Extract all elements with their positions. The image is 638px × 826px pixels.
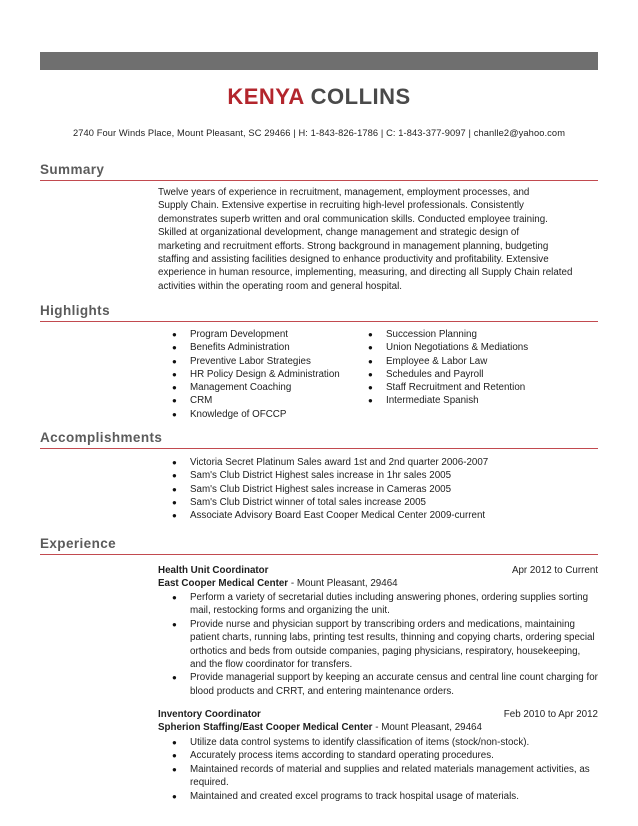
job-header: [158, 708, 598, 735]
list-item: ● Staff Recruitment and Retention: [368, 381, 528, 394]
list-item: ● Preventive Labor Strategies: [172, 355, 340, 368]
accomplishments-list: [172, 456, 488, 522]
list-item: ● Management Coaching: [172, 381, 340, 394]
summary-text: [158, 186, 603, 293]
list-item: ● Program Development: [172, 328, 340, 341]
list-item: ● Sam's Club District Highest sales increase in Cameras 2005: [172, 483, 488, 496]
list-item: ● Union Negotiations & Mediations: [368, 341, 528, 354]
job-location: - Mount Pleasant, 29464: [372, 722, 482, 734]
highlights-heading: Highlights: [40, 303, 110, 318]
list-item: ● Succession Planning: [368, 328, 528, 341]
last-name: COLLINS: [310, 84, 411, 109]
list-item: ● Provide nurse and physician support by transcribing orders and medications, maintaining patient charts, running labs, printing test results, thinning and copying charts, ordering special orthotics and beds from outside companies, paging physicians, respiratory, housekeeping, and the flow coordinator for transfers.: [172, 618, 598, 672]
list-item: ● Knowledge of OFCCP: [172, 408, 340, 421]
summary-line: demonstrates superb written and oral communication skills. Conducted employee training.: [158, 213, 548, 225]
job-employer: East Cooper Medical Center: [158, 578, 289, 590]
summary-rule: [40, 180, 598, 181]
job-title: Inventory Coordinator: [158, 709, 261, 720]
list-item: ● Perform a variety of secretarial duties including answering phones, ordering supplies sorting mail, restocking forms and organizing the unit.: [172, 591, 598, 618]
job-employer: Spherion Staffing/East Cooper Medical Center: [158, 722, 373, 734]
list-item: ● HR Policy Design & Administration: [172, 368, 340, 381]
candidate-name: [0, 84, 638, 110]
list-item: ● CRM: [172, 394, 340, 407]
first-name: KENYA: [227, 84, 304, 109]
job-duties-list: [172, 736, 598, 803]
list-item: ● Sam's Club District Highest sales increase in 1hr sales 2005: [172, 469, 488, 482]
summary-line: marketing and recruitment efforts. Strong background in management planning, budgeting: [158, 240, 549, 252]
job-header: [158, 564, 598, 591]
job-location: - Mount Pleasant, 29464: [288, 578, 398, 590]
job-dates: Apr 2012 to Current: [511, 565, 598, 576]
list-item: ● Accurately process items according to standard operating procedures.: [172, 749, 598, 762]
list-item: ● Sam's Club District winner of total sales increase 2005: [172, 496, 488, 509]
accomplishments-heading: Accomplishments: [40, 430, 163, 445]
list-item: ● Victoria Secret Platinum Sales award 1st and 2nd quarter 2006-2007: [172, 456, 488, 469]
summary-line: Twelve years of experience in recruitment, management, employment processes, and: [158, 187, 530, 198]
accomplishments-rule: [40, 448, 598, 449]
list-item: ● Maintained and created excel programs to track hospital usage of materials.: [172, 790, 598, 803]
summary-line: staffing and assisting facilities designed to enhance productivity and profitability. Extensive: [158, 254, 549, 266]
summary-heading: Summary: [40, 162, 105, 177]
contact-line: 2740 Four Winds Place, Mount Pleasant, SC 29466 | H: 1-843-826-1786 | C: 1-843-377-9097 | chanlle2@yahoo.com: [72, 128, 566, 138]
list-item: ● Maintained records of material and supplies and related materials management activities, as required.: [172, 763, 598, 790]
summary-line: experience in human resource, implementing, measuring, and directing all Supply Chain related: [158, 267, 573, 279]
list-item: ● Associate Advisory Board East Cooper Medical Center 2009-current: [172, 509, 488, 522]
summary-line: Skilled at organizational development, change management and strategic design of: [158, 227, 520, 239]
job-dates: Feb 2010 to Apr 2012: [503, 709, 598, 720]
list-item: ● Provide managerial support by keeping an accurate census and central line count charging for blood products and CRRT, and entering maintenance orders.: [172, 671, 598, 698]
highlights-right-list: [368, 328, 528, 408]
highlights-rule: [40, 321, 598, 322]
experience-rule: [40, 554, 598, 555]
list-item: ● Utilize data control systems to identify classification of items (stock/non-stock).: [172, 736, 598, 749]
list-item: ● Benefits Administration: [172, 341, 340, 354]
job-title: Health Unit Coordinator: [158, 565, 269, 576]
experience-heading: Experience: [40, 536, 117, 551]
list-item: ● Schedules and Payroll: [368, 368, 528, 381]
list-item: ● Employee & Labor Law: [368, 355, 528, 368]
summary-line: activities within the operating room and general hospital.: [158, 280, 402, 292]
highlights-left-list: [172, 328, 340, 421]
summary-line: Supply Chain. Extensive expertise in recruiting high-level professionals. Consistently: [158, 200, 524, 212]
job-duties-list: [172, 591, 598, 698]
list-item: ● Intermediate Spanish: [368, 394, 528, 407]
header-bar: [40, 52, 598, 70]
